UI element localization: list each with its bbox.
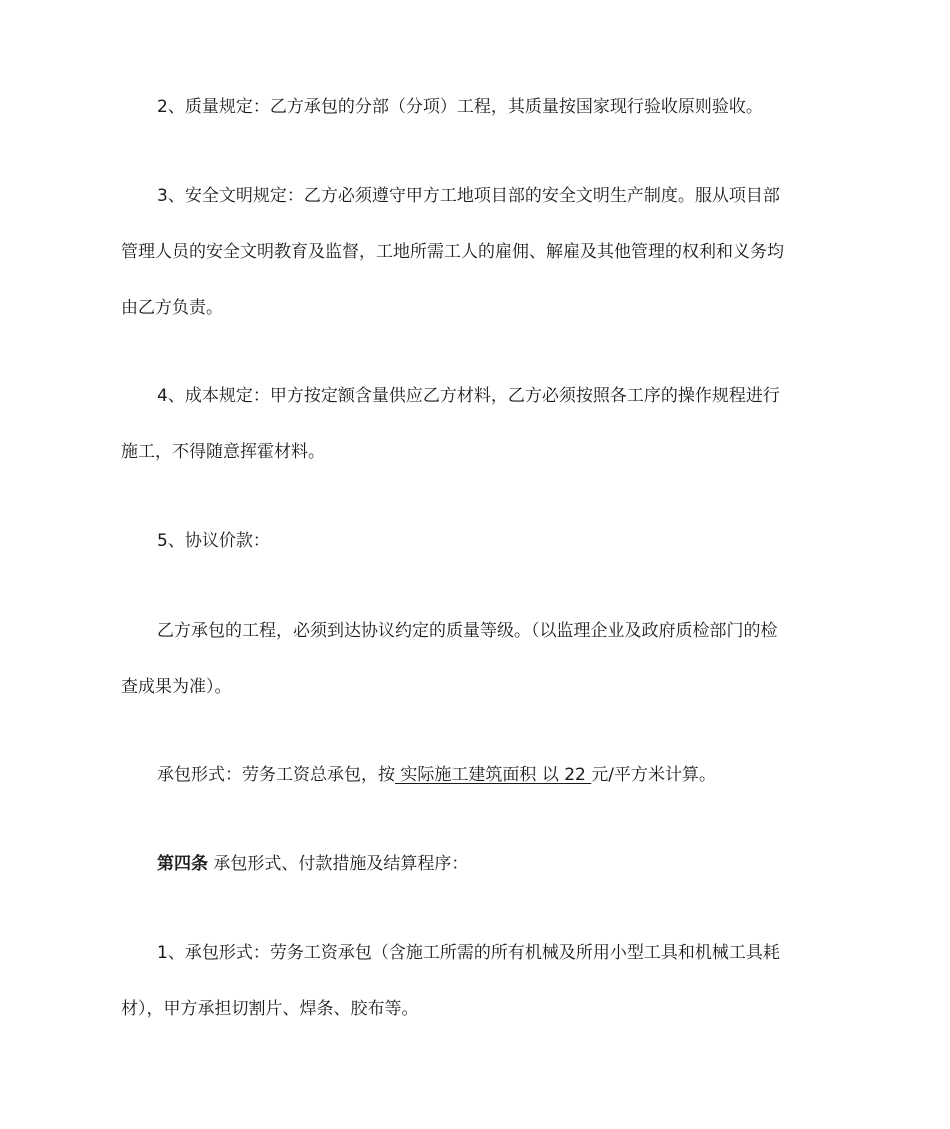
item-3-safety-rule-line3: 由乙方负责。: [121, 298, 223, 318]
item-3-safety-rule-line1: 3、安全文明规定：乙方必须遵守甲方工地项目部的安全文明生产制度。服从项目部: [157, 186, 780, 206]
article-4-item-1-line1: 1、承包形式：劳务工资承包（含施工所需的所有机械及所用小型工具和机械工具耗: [157, 943, 780, 963]
item-3-safety-rule-line2: 管理人员的安全文明教育及监督，工地所需工人的雇佣、解雇及其他管理的权利和义务均: [121, 242, 784, 262]
contract-form-basis: 实际施工建筑面积: [395, 765, 542, 785]
item-2-quality-rule: 2、质量规定：乙方承包的分部（分项）工程，其质量按国家现行验收原则验收。: [157, 97, 763, 117]
contract-form-prefix: 承包形式：劳务工资总承包，按: [157, 765, 395, 785]
article-4-item-1-line2: 材），甲方承担切割片、焊条、胶布等。: [121, 999, 419, 1019]
contract-form-price: 22: [558, 765, 592, 785]
item-4-cost-rule-line1: 4、成本规定：甲方按定额含量供应乙方材料，乙方必须按照各工序的操作规程进行: [157, 386, 780, 406]
contract-form-suffix: 元/平方米计算。: [591, 765, 716, 785]
article-4-title: 承包形式、付款措施及结算程序：: [208, 854, 469, 874]
quality-requirement-line1: 乙方承包的工程，必须到达协议约定的质量等级。（以监理企业及政府质检部门的检: [157, 621, 778, 641]
quality-requirement-line2: 查成果为准）。: [121, 677, 232, 697]
contract-form-sentence: [157, 763, 831, 787]
contract-form-mid: 以: [541, 765, 559, 785]
item-5-agreement-price: 5、协议价款：: [157, 531, 270, 551]
article-4-heading: [157, 852, 831, 876]
item-4-cost-rule-line2: 施工，不得随意挥霍材料。: [121, 442, 325, 462]
article-4-label: 第四条: [157, 854, 208, 874]
